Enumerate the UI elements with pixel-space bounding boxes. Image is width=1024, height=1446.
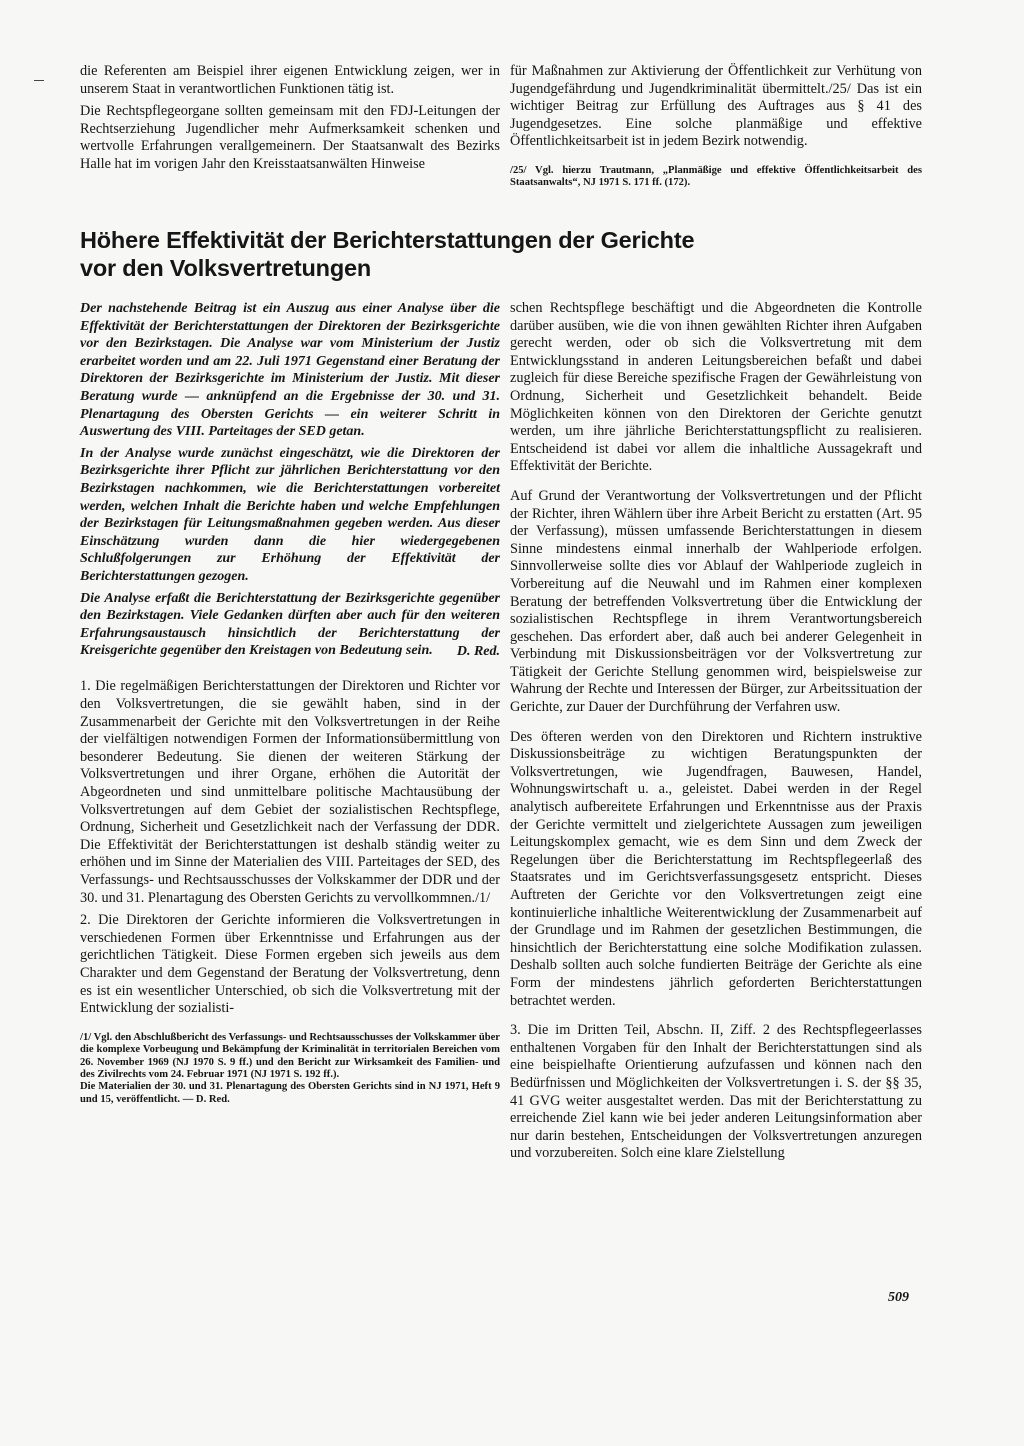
paragraph: schen Rechtspflege beschäftigt und die Abgeordneten die Kontrolle darüber ausüben, wie die von ihnen gewählten Richter ihren Aufgaben gerecht werden, oder ob sich die Volksvertretung mit dem Entwicklungsstand in anderen Leitungsbereichen befaßt und dabei zugleich für diese Bereiche spezifische Fragen der Gewährleistung von Ordnung, Sicherheit und Gesetzlichkeit behandelt. Beide Möglichkeiten können von den Direktoren der Gerichte genutzt werden, um ihre jährliche Berichterstattungspflicht zu realisieren. Entscheidend ist dabei vor allem die inhaltliche Aussagekraft und Effektivität der Berichte. [510, 300, 922, 475]
top-right-column [510, 63, 922, 190]
top-left-column [80, 63, 500, 174]
paragraph: Auf Grund der Verantwortung der Volksvertretungen und der Pflicht der Richter, ihren Wählern über ihre Arbeit Bericht zu erstatten (Art. 95 der Verfassung), müssen umfassende Berichterstattungen in diesem Sinne mindestens einmal innerhalb der Wahlperiode erfolgen. Sinnvollerweise sollte dies vor Ablauf der Wahlperiode zugleich in Vorbereitung auf die Neuwahl und im Rahmen einer komplexen Beratung der betreffenden Volksvertretung über die Entwicklung der sozialistischen Rechtspflege in ihrem Verantwortungsbereich geschehen. Das erfordert aber, daß auch bei anderer Gelegenheit in Verbindung mit Diskussionsbeiträgen vor der Volksvertretung zur Tätigkeit der Gerichte Stellung genommen wird, beispielsweise zur Wahrung der Rechte und Interessen der Bürger, zur Arbeitssituation der Gerichte, zur Dauer der Durchführung der Verfahren usw. [510, 487, 922, 716]
paragraph: Des öfteren werden von den Direktoren und Richtern instruktive Diskussionsbeiträge zu wichtigen Beratungspunkten der Volksvertretungen, wie Jugendfragen, Bauwesen, Handel, Wohnungswirtschaft u. a., geleistet. Dabei werden in der Regel analytisch aufbereitete Erfahrungen und Erkenntnisse aus der Praxis der Gerichte vermittelt und zielgerichtete Aussagen zum jeweiligen Leitungskomplex gemacht, wie es dem Sinn und dem Zweck der Regelungen über die Berichterstattung im Rechtspflegeerlaß des Staatsrates und im Gerichtsverfassungsgesetz entspricht. Dieses Auftreten der Gerichte vor den Volksvertretungen zeigt eine kontinuierliche inhaltliche Weiterentwicklung der Zusammenarbeit auf der Grundlage und im Rahmen der gesetzlichen Bestimmungen, die hinsichtlich der Berichterstattung eine solche Modifikation zulassen. Deshalb sollten auch solche fundierten Beiträge der Gerichte als eine Form der mindestens jährlich geforderten Berichterstattungen betrachtet werden. [510, 728, 922, 1009]
article-left-column [80, 300, 500, 1106]
intro-paragraph: In der Analyse wurde zunächst eingeschätzt, wie die Direktoren der Bezirksgerichte ihrer Pflicht zur jährlichen Berichterstattung vor den Bezirkstagen nachkommen, wie die Berichterstattungen vorbereitet werden, welchen Inhalt die Berichte haben und welche Empfehlungen der Bezirkstagen für Leitungsmaßnahmen gegeben werden. Aus dieser Einschätzung wurden dann die hier wiedergegebenen Schlußfolgerungen zur Erhöhung der Effektivität der Berichterstattungen gezogen. [80, 445, 500, 584]
intro-paragraph: Der nachstehende Beitrag ist ein Auszug aus einer Analyse über die Effektivität der Berichterstattungen der Direktoren der Bezirksgerichte vor den Bezirkstagen. Die Analyse war vom Ministerium der Justiz erarbeitet worden und am 22. Juli 1971 Gegenstand einer Beratung der Direktoren der Bezirksgerichte im Ministerium der Justiz. Mit dieser Beratung wurde — anknüpfend an die Ergebnisse der 30. und 31. Plenartagung des Obersten Gerichts — ein weiterer Schritt in Auswertung des VIII. Parteitages der SED getan. [80, 301, 500, 440]
footnote: /25/ Vgl. hierzu Trautmann, „Planmäßige und effektive Öffentlichkeitsarbeit des Staatsanwalts“, NJ 1971 S. 171 ff. (172). [510, 164, 922, 189]
margin-mark [34, 80, 44, 81]
footnote: /1/ Vgl. den Abschlußbericht des Verfassungs- und Rechtsausschusses der Volkskammer über die komplexe Vorbeugung und Bekämpfung der Kriminalität in territorialen Bereichen vom 26. November 1969 (NJ 1970 S. 9 ff.) und den Bericht zur Wirksamkeit des Familien- und des Zivilrechts vom 24. Februar 1971 (NJ 1971 S. 192 ff.). [80, 1031, 501, 1080]
page-number: 509 [888, 1290, 909, 1305]
footnotes [80, 1032, 500, 1106]
footnote: Die Materialien der 30. und 31. Plenartagung des Obersten Gerichts sind in NJ 1971, Heft 9 und 15, veröffentlicht. — D. Red. [80, 1081, 500, 1105]
paragraph: für Maßnahmen zur Aktivierung der Öffentlichkeit zur Verhütung von Jugendgefährdung und Jugendkriminalität übermittelt./25/ Das ist ein wichtiger Beitrag zur Erfüllung des Auftrages aus § 41 des Jugendgesetzes. Eine solche planmäßige und effektive Öffentlichkeitsarbeit ist in jedem Bezirk notwendig. [510, 63, 922, 150]
paragraph: Die Rechtspflegeorgane sollten gemeinsam mit den FDJ-Leitungen der Rechtserziehung Jugendlicher mehr Aufmerksamkeit schenken und wertvolle Erfahrungen verallgemeinern. Der Staatsanwalt des Bezirks Halle hat im vorigen Jahr den Kreisstaatsanwälten Hinweise [80, 103, 500, 172]
article-title: Höhere Effektivität der Berichterstattungen der Gerichte vor den Volksvertretungen [80, 227, 695, 281]
paragraph: 1. Die regelmäßigen Berichterstattungen der Direktoren und Richter vor den Volksvertretungen, die sie gewählt haben, sind in der Zusammenarbeit der Gerichte mit den Volksvertretungen in der Reihe der vielfältigen notwendigen Formen der Informationsübermittlung von besonderer Bedeutung. Sie dienen der weiteren Stärkung der Volksvertretungen und ihrer Organe, erhöhen die Autorität der Abgeordneten und sind unmittelbare politische Machtausübung der Volksvertretungen auf dem Gebiet der sozialistischen Rechtspflege, Ordnung, Sicherheit und Gesetzlichkeit nach der Verfassung der DDR. Die Effektivität der Berichterstattungen ist deshalb ständig weiter zu erhöhen und im Sinne der Materialien des VIII. Parteitages der SED, des Verfassungs- und Rechtsausschusses der Volkskammer der DDR und der 30. und 31. Plenartagung des Obersten Gerichts zu vervollkommnen./1/ [80, 678, 500, 906]
paragraph: 3. Die im Dritten Teil, Abschn. II, Ziff. 2 des Rechtspflegeerlasses enthaltenen Vorgaben für den Inhalt der Berichterstattungen sind als eine beispielhafte Orientierung aufzufassen und können nach den Bedürfnissen und Möglichkeiten der Volksvertretungen i. S. der §§ 35, 41 GVG weiter ausgestaltet werden. Das mit der Berichterstattung zu erreichende Ziel kann wie bei jeder anderen Leitungsinformation aber nur darin bestehen, Entscheidungen der Volksvertretungen anzuregen und vorzubereiten. Solch eine klare Zielstellung [510, 1022, 922, 1162]
paragraph: die Referenten am Beispiel ihrer eigenen Entwicklung zeigen, wer in unserem Staat in verantwortlichen Funktionen tätig ist. [80, 63, 500, 97]
editor-signature: D. Red. [456, 643, 500, 659]
paragraph: 2. Die Direktoren der Gerichte informieren die Volksvertretungen in verschiedenen Formen über Erkenntnisse und Erfahrungen aus der gerichtlichen Tätigkeit. Diese Formen ergeben sich jeweils aus dem Charakter und dem Gegenstand der Beratung der Volksvertretung, denn es ist ein wesentlicher Unterschied, ob sich die Volksvertretung mit der Entwicklung der sozialisti- [80, 912, 500, 1017]
intro-paragraph: Die Analyse erfaßt die Berichterstattung der Bezirksgerichte gegenüber den Bezirkstagen. Viele Gedanken dürften aber auch für den weiteren Erfahrungsaustausch hinsichtlich der Berichterstattung der Kreisgerichte gegenüber den Kreistagen von Bedeutung sein. [80, 590, 500, 659]
editorial-intro [80, 300, 500, 660]
article-right-column [510, 300, 922, 1163]
